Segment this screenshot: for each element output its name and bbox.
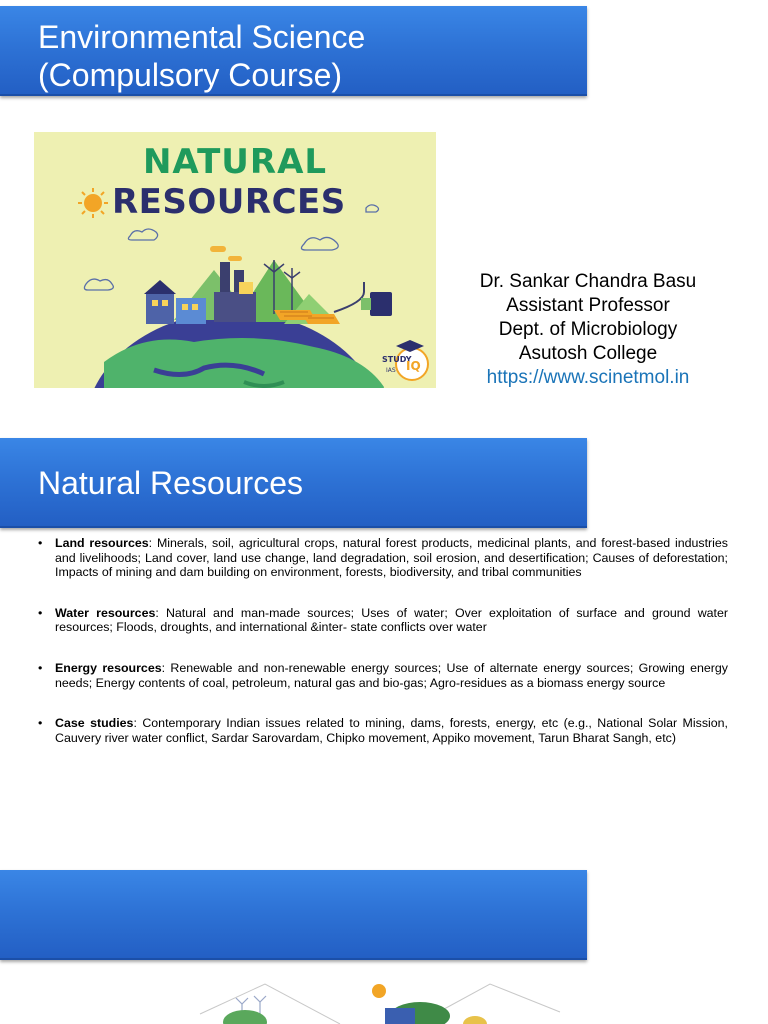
author-name: Dr. Sankar Chandra Basu: [479, 271, 697, 292]
author-website-link[interactable]: https://www.scinetmol.in: [486, 367, 690, 388]
bullet-case-studies: • Case studies: Contemporary Indian issues related to mining, dams, forests, energy, etc (e.g., National Solar Mission, Cauvery river water conflict, Sardar Sarovardam, Chipko movement, Appiko movement, Tarun Bharat Sangh, etc): [38, 716, 728, 745]
author-college: Asutosh College: [518, 343, 658, 364]
study-iq-logo: [382, 340, 428, 380]
author-department: Dept. of Microbiology: [498, 319, 678, 340]
houses-illustration: [144, 280, 206, 324]
slide1-title-line1: Environmental Science: [38, 19, 366, 55]
natural-resources-hero-image: [34, 132, 436, 388]
resource-bullet-list: [38, 536, 728, 745]
bullet-land-resources: • Land resources: Minerals, soil, agricultural crops, natural forest products, medicinal plants, and forest-based industries and livelihoods; Land cover, land use change, land degradation, soil erosion, and desertification; Causes of deforestation; Impacts of mining and dam building on environment, forests, biodiversity, and tribal communities: [38, 536, 728, 580]
slide3-partial-illustrations: [180, 964, 580, 1024]
svg-text:IAS: IAS: [386, 367, 396, 374]
bullet-energy-resources: • Energy resources: Renewable and non-renewable energy sources; Use of alternate energy sources; Growing energy needs; Energy contents of coal, petroleum, natural gas and bio-gas; Agro-residues as a biomass energy source: [38, 660, 729, 690]
svg-text:STUDY: STUDY: [382, 355, 412, 364]
bullet-text: : Natural and man-made sources; Uses of water; Over exploitation of surface and ground water resources; Floods, droughts, and international &inter- state conflicts over water: [55, 605, 728, 635]
bullet-text: : Minerals, soil, agricultural crops, natural forest products, medicinal plants, and forest-based industries and livelihoods; Land cover, land use change, land degradation, soil erosion, and desertification; Causes of deforestation; Impacts of mining and dam building on environment, forests, biodiversity, and tribal communities: [55, 536, 728, 580]
bullet-text: : Contemporary Indian issues related to mining, dams, forests, energy, etc (e.g., National Solar Mission, Cauvery river water conflict, Sardar Sarovardam, Chipko movement, Appiko movement, Tarun Bharat Sangh, etc): [55, 716, 728, 745]
bullet-water-resources: • Water resources: Natural and man-made sources; Uses of water; Over exploitation of surface and ground water resources; Floods, droughts, and international &inter- state conflicts over water: [38, 605, 728, 635]
slide2-title-banner: [0, 438, 587, 528]
author-info: [440, 270, 736, 390]
slide1-title: [38, 18, 365, 94]
slide1-title-banner: [0, 6, 587, 96]
bullet-term: Land resources: [55, 536, 149, 550]
hero-illustration: [34, 132, 436, 388]
svg-text:IQ: IQ: [406, 359, 421, 373]
sun-icon: [78, 188, 108, 218]
plug-icon: [334, 282, 392, 316]
bullet-text: : Renewable and non-renewable energy sources; Use of alternate energy sources; Growing energy needs; Energy contents of coal, petroleum, natural gas and bio-gas; Agro-residues as a biomass energy source: [55, 660, 729, 690]
sun-icon: [372, 984, 386, 998]
bullet-term: Energy resources: [55, 660, 162, 675]
solar-panel-icon: [385, 1008, 415, 1024]
slide2-title: Natural Resources: [38, 465, 303, 501]
bullet-term: Water resources: [55, 605, 156, 620]
author-position: Assistant Professor: [506, 295, 670, 316]
hero-heading-line1: NATURAL: [142, 142, 328, 182]
slide3-illustration: [180, 964, 580, 1024]
slide3-title-banner: [0, 870, 587, 960]
bullet-term: Case studies: [55, 716, 134, 731]
hero-heading-line2: RESOURCES: [112, 182, 346, 222]
slide1-title-line2: (Compulsory Course): [38, 57, 343, 93]
